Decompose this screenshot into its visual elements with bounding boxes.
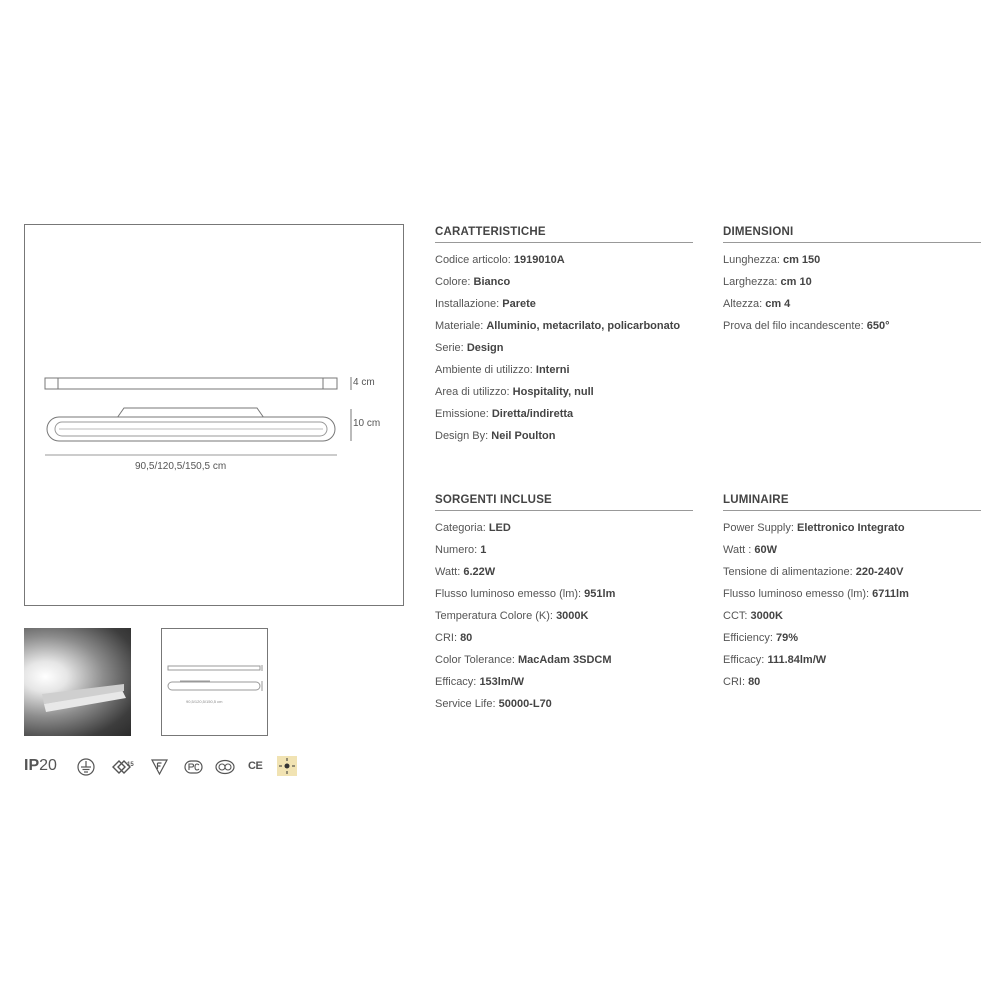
spec-row [435, 566, 693, 579]
spec-row [435, 364, 693, 377]
spec-value: Bianco [473, 276, 511, 288]
spec-row [723, 298, 981, 311]
height-dimension-label: 4 cm [353, 377, 375, 388]
spec-label: Tensione di alimentazione: [723, 566, 853, 578]
spec-row [723, 632, 981, 645]
spec-list [435, 254, 693, 443]
spec-row [723, 544, 981, 557]
spec-row [723, 588, 981, 601]
earth-ground-icon [77, 758, 95, 776]
spec-label: Temperatura Colore (K): [435, 610, 553, 622]
spec-row [435, 632, 693, 645]
section-dimensioni [723, 226, 981, 342]
lit-lamp-photo [24, 628, 131, 736]
spec-value: Diretta/indiretta [491, 408, 574, 420]
enec-15-icon [112, 759, 136, 775]
spec-label: Color Tolerance: [435, 654, 515, 666]
spec-value: 80 [460, 632, 473, 644]
spec-value: LED [488, 522, 511, 534]
spec-value: 650° [866, 320, 890, 332]
spec-label: Flusso luminoso emesso (lm): [723, 588, 870, 600]
spec-row [723, 676, 981, 689]
spec-value: 6711lm [872, 588, 909, 600]
spec-row [435, 254, 693, 267]
spec-label: Watt : [723, 544, 752, 556]
spec-row [723, 654, 981, 667]
spec-row [435, 676, 693, 689]
spec-row [435, 430, 693, 443]
f-mark-icon [151, 758, 168, 776]
ip-value: 20 [39, 757, 57, 774]
spec-list [723, 522, 981, 689]
spec-label: Flusso luminoso emesso (lm): [435, 588, 582, 600]
spec-row [435, 276, 693, 289]
spec-value: 80 [748, 676, 761, 688]
spec-value: 60W [754, 544, 778, 556]
spec-value: 6.22W [463, 566, 496, 578]
spec-row [723, 276, 981, 289]
ip-prefix: IP [24, 757, 40, 774]
spec-row [435, 342, 693, 355]
spec-list [723, 254, 981, 333]
section-title: SORGENTI INCLUSE [435, 494, 693, 511]
spec-label: Numero: [435, 544, 478, 556]
depth-dimension-label: 10 cm [353, 418, 381, 429]
technical-drawing-frame [24, 224, 404, 606]
spec-list [435, 522, 693, 711]
spec-row [435, 544, 693, 557]
enec-number: 15 [127, 762, 134, 768]
section-luminaire [723, 494, 981, 698]
spec-value: cm 4 [765, 298, 791, 310]
length-dimension-label: 90,5/120,5/150,5 cm [135, 461, 227, 472]
spec-value: 1 [480, 544, 487, 556]
spec-value: Elettronico Integrato [797, 522, 905, 534]
ip-rating [24, 757, 57, 775]
drawing-thumbnail[interactable] [161, 628, 268, 736]
spec-label: Colore: [435, 276, 471, 288]
spec-value: MacAdam 3SDCM [517, 654, 612, 666]
spec-row [435, 408, 693, 421]
spec-value: 3000K [556, 610, 589, 622]
spec-row [723, 566, 981, 579]
spec-value: 951lm [584, 588, 616, 600]
product-photo-thumbnail[interactable] [24, 628, 131, 736]
spec-value: 153lm/W [479, 676, 525, 688]
spec-label: Codice articolo: [435, 254, 511, 266]
pct-icon [184, 758, 203, 776]
spec-value: 1919010A [513, 254, 565, 266]
spec-label: Efficiency: [723, 632, 773, 644]
section-sorgenti-incluse [435, 494, 693, 720]
spec-value: cm 150 [782, 254, 821, 266]
section-title: LUMINAIRE [723, 494, 981, 511]
spec-row [723, 320, 981, 333]
spec-row [723, 610, 981, 623]
spec-label: Lunghezza: [723, 254, 780, 266]
spec-label: Efficacy: [435, 676, 477, 688]
drawing-thumbnail-image [162, 629, 269, 737]
spec-label: Materiale: [435, 320, 484, 332]
spec-label: Categoria: [435, 522, 486, 534]
spec-value: Parete [502, 298, 536, 310]
spec-row [435, 588, 693, 601]
ce-mark-icon: CE [248, 760, 263, 772]
spec-row [435, 654, 693, 667]
spec-label: CRI: [435, 632, 457, 644]
spec-value: Interni [535, 364, 570, 376]
lamp-dimension-drawing [25, 225, 405, 607]
spec-value: 50000-L70 [498, 698, 552, 710]
cs-mark-icon [215, 758, 235, 776]
spec-row [723, 522, 981, 535]
section-caratteristiche [435, 226, 693, 452]
section-title: CARATTERISTICHE [435, 226, 693, 243]
spec-row [435, 386, 693, 399]
spec-label: Installazione: [435, 298, 500, 310]
spec-row [435, 320, 693, 333]
spec-value: 220-240V [855, 566, 904, 578]
spec-value: Neil Poulton [491, 430, 556, 442]
thumbnail-dimension-label: 90,5/120,5/150,5 cm [186, 699, 223, 704]
spec-value: 111.84lm/W [767, 654, 827, 666]
led-source-icon [277, 756, 297, 776]
spec-row [435, 610, 693, 623]
spec-label: Service Life: [435, 698, 496, 710]
spec-label: Efficacy: [723, 654, 765, 666]
spec-label: Ambiente di utilizzo: [435, 364, 533, 376]
spec-value: 79% [776, 632, 799, 644]
spec-label: Design By: [435, 430, 489, 442]
spec-row [723, 254, 981, 267]
spec-value: Alluminio, metacrilato, policarbonato [486, 320, 681, 332]
spec-label: Serie: [435, 342, 464, 354]
spec-value: cm 10 [780, 276, 812, 288]
spec-label: Area di utilizzo: [435, 386, 510, 398]
spec-label: CCT: [723, 610, 748, 622]
spec-row [435, 298, 693, 311]
spec-value: Design [466, 342, 504, 354]
spec-label: Watt: [435, 566, 461, 578]
spec-label: Power Supply: [723, 522, 794, 534]
spec-label: Altezza: [723, 298, 763, 310]
spec-value: Hospitality, null [512, 386, 594, 398]
spec-label: CRI: [723, 676, 745, 688]
spec-row [435, 698, 693, 711]
section-title: DIMENSIONI [723, 226, 981, 243]
spec-row [435, 522, 693, 535]
spec-label: Prova del filo incandescente: [723, 320, 864, 332]
spec-label: Emissione: [435, 408, 489, 420]
spec-value: 3000K [750, 610, 783, 622]
spec-label: Larghezza: [723, 276, 778, 288]
